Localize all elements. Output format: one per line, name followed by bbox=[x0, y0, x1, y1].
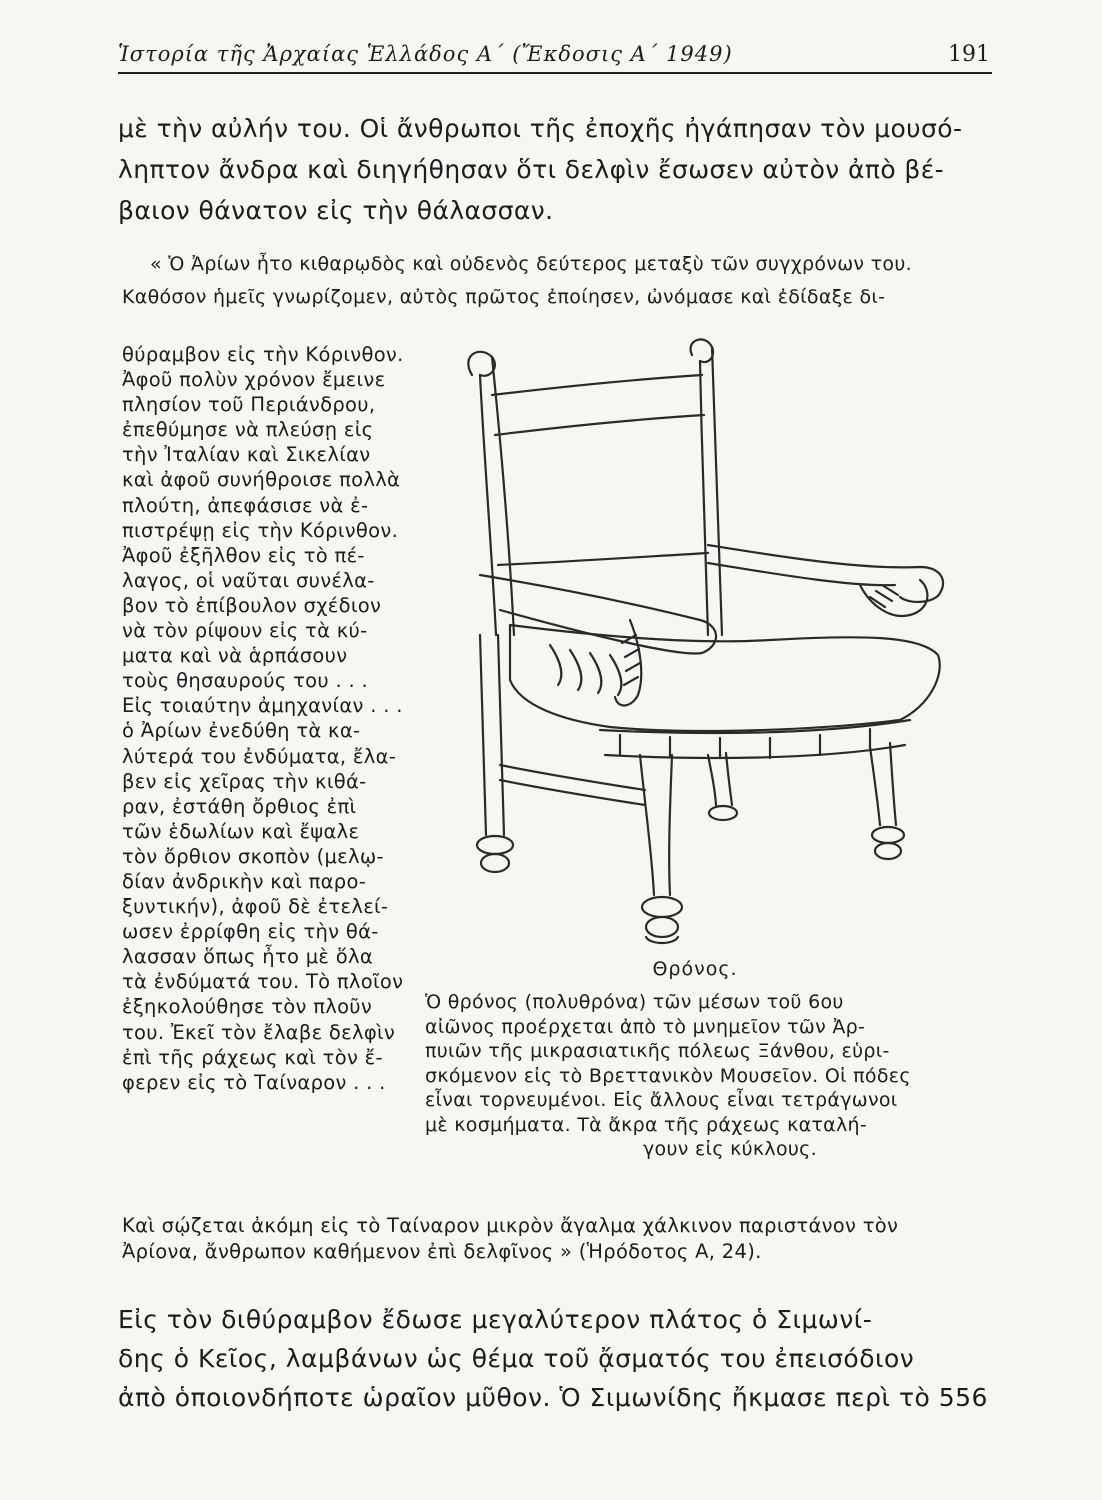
text-line: Εἰς τοιαύτην ἀμηχανίαν . . . bbox=[122, 694, 403, 718]
text-line: Ἀφοῦ πολὺν χρόνον ἔμεινε bbox=[122, 368, 386, 392]
text-line: βον τὸ ἐπίβουλον σχέδιον bbox=[122, 593, 382, 617]
page-number: 191 bbox=[948, 42, 990, 67]
text-line: ἐπεθύμησε νὰ πλεύσῃ εἰς bbox=[122, 418, 374, 442]
text-line: Καὶ σῴζεται ἀκόμη εἰς τὸ Ταίναρον μικρὸν ἄγαλμα χάλκινον παριστάνον τὸν bbox=[122, 1214, 899, 1237]
figure-title: Θρόνος. bbox=[652, 958, 738, 980]
text-line: ματα καὶ νὰ ἁρπάσουν bbox=[122, 644, 348, 668]
text-line: δίαν ἀνδρικὴν καὶ παρο- bbox=[122, 869, 367, 893]
text-line: ἀπὸ ὁποιονδήποτε ὡραῖον μῦθον. Ὁ Σιμωνίδης ἤκμασε περὶ τὸ 556 bbox=[118, 1383, 988, 1412]
quote-closing bbox=[122, 1213, 1002, 1265]
quote-line: « Ὁ Ἀρίων ἦτο κιθαρῳδὸς καὶ οὐδενὸς δεύτερος μεταξὺ τῶν συγχρόνων του. bbox=[150, 253, 912, 275]
text-line: λύτερά του ἐνδύματα, ἔλα- bbox=[122, 744, 397, 768]
figure-caption bbox=[425, 990, 1005, 1162]
text-line: φερεν εἰς τὸ Ταίναρον . . . bbox=[122, 1070, 386, 1094]
outro-paragraph bbox=[118, 1300, 998, 1417]
text-line: τὰ ἐνδύματά του. Τὸ πλοῖον bbox=[122, 970, 404, 994]
text-line: του. Ἐκεῖ τὸν ἔλαβε δελφὶν bbox=[122, 1020, 396, 1044]
intro-paragraph bbox=[118, 108, 988, 231]
text-line: ἐπὶ τῆς ράχεως καὶ τὸν ἔ- bbox=[122, 1045, 383, 1069]
text-line: ἐξηκολούθησε τὸν πλοῦν bbox=[122, 995, 373, 1019]
text-line: ραν, ἐστάθη ὄρθιος ἐπὶ bbox=[122, 794, 357, 818]
text-line: ωσεν ἐρρίφθη εἰς τὴν θά- bbox=[122, 920, 379, 944]
text-line: λασσαν ὅπως ἦτο μὲ ὅλα bbox=[122, 945, 373, 969]
text-line: δης ὁ Κεῖος, λαμβάνων ὡς θέμα τοῦ ᾄσματός του ἐπεισόδιον bbox=[118, 1344, 915, 1373]
text-line: βαιον θάνατον εἰς τὴν θάλασσαν. bbox=[118, 196, 554, 225]
text-line: μὲ τὴν αὐλήν του. Οἱ ἄνθρωποι τῆς ἐποχῆς ἠγάπησαν τὸν μουσό- bbox=[118, 114, 963, 143]
caption-line: πυιῶν τῆς μικρασιατικῆς πόλεως Ξάνθου, εὑρι- bbox=[425, 1040, 890, 1062]
text-line: βεν εἰς χεῖρας τὴν κιθά- bbox=[122, 769, 367, 793]
text-line: πιστρέψῃ εἰς τὴν Κόρινθον. bbox=[122, 518, 399, 542]
text-line: πλούτη, ἀπεφάσισε νὰ ἐ- bbox=[122, 493, 369, 517]
text-line: τοὺς θησαυρούς του . . . bbox=[122, 669, 368, 693]
caption-line: αἰῶνος προέρχεται ἀπὸ τὸ μνημεῖον τῶν Ἀρ- bbox=[425, 1015, 866, 1038]
throne-illustration bbox=[440, 335, 955, 950]
caption-line: μὲ κοσμήματα. Τὰ ἄκρα τῆς ράχεως καταλή- bbox=[425, 1113, 867, 1136]
quote-column bbox=[122, 342, 422, 1095]
text-line: Εἰς τὸν διθύραμβον ἔδωσε μεγαλύτερον πλάτος ὁ Σιμωνί- bbox=[118, 1305, 873, 1334]
text-line: νὰ τὸν ρίψουν εἰς τὰ κύ- bbox=[122, 619, 368, 643]
text-line: θύραμβον εἰς τὴν Κόρινθον. bbox=[122, 343, 404, 366]
text-line: λαγος, οἱ ναῦται συνέλα- bbox=[122, 568, 375, 592]
caption-line: γουν εἰς κύκλους. bbox=[643, 1138, 817, 1160]
quote-line: Καθόσον ἡμεῖς γνωρίζομεν, αὐτὸς πρῶτος ἐποίησεν, ὠνόμασε καὶ ἐδίδαξε δι- bbox=[122, 286, 886, 308]
text-line: ὁ Ἀρίων ἐνεδύθη τὰ κα- bbox=[122, 719, 361, 743]
running-header bbox=[118, 40, 992, 74]
text-line: τὴν Ἰταλίαν καὶ Σικελίαν bbox=[122, 443, 371, 467]
text-line: ξυντικήν), ἀφοῦ δὲ ἐτελεί- bbox=[122, 895, 389, 919]
text-line: ληπτον ἄνδρα καὶ διηγήθησαν ὅτι δελφὶν ἔσωσεν αὐτὸν ἀπὸ βέ- bbox=[118, 155, 945, 184]
text-line: καὶ ἀφοῦ συνήθροισε πολλὰ bbox=[122, 468, 401, 492]
caption-line: Ὁ θρόνος (πολυθρόνα) τῶν μέσων τοῦ 6ου bbox=[425, 991, 844, 1013]
caption-line: εἶναι τορνευμένοι. Εἰς ἄλλους εἶναι τετράγωνοι bbox=[425, 1089, 898, 1111]
book-title: Ἱστορία τῆς Ἀρχαίας Ἑλλάδος Α΄ (Ἔκδοσις Α΄ 1949) bbox=[118, 42, 733, 66]
text-line: Ἀρίονα, ἄνθρωπον καθήμενον ἐπὶ δελφῖνος » (Ἡρόδοτος Α, 24). bbox=[122, 1240, 762, 1263]
text-line: πλησίον τοῦ Περιάνδρου, bbox=[122, 393, 376, 417]
text-line: τὸν ὄρθιον σκοπὸν (μελῳ- bbox=[122, 844, 384, 868]
text-line: Ἀφοῦ ἐξῆλθον εἰς τὸ πέ- bbox=[122, 543, 365, 567]
text-line: τῶν ἑδωλίων καὶ ἔψαλε bbox=[122, 819, 360, 843]
caption-line: σκόμενον εἰς τὸ Βρεττανικὸν Μουσεῖον. Οἱ πόδες bbox=[425, 1064, 911, 1087]
